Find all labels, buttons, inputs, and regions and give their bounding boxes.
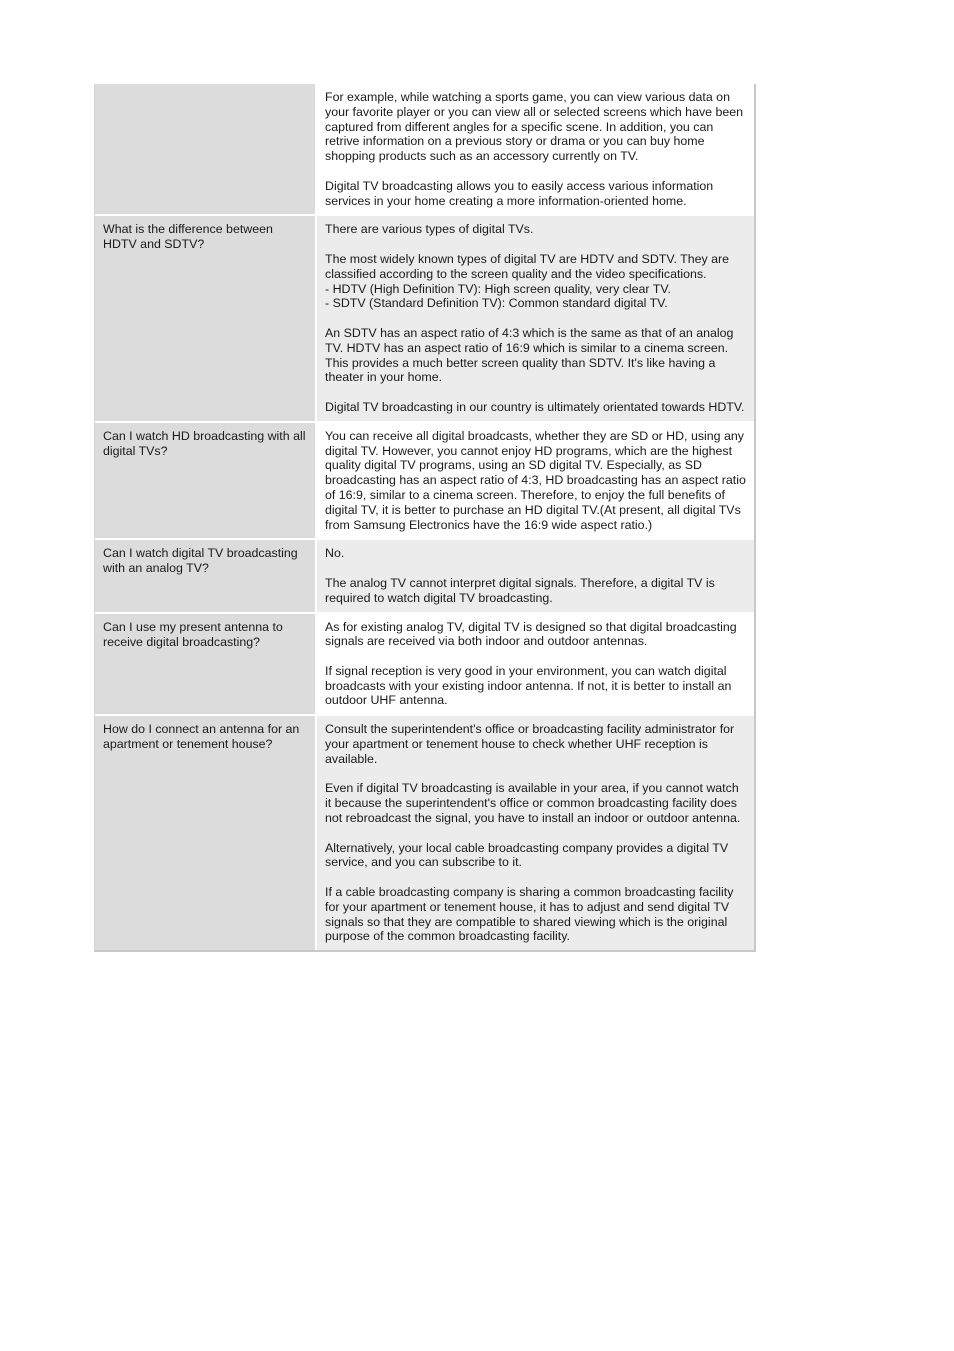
faq-row bbox=[95, 612, 754, 715]
answer-paragraph: If a cable broadcasting company is sharing a common broadcasting facility for your apartment or tenement house, it has to adjust and send digital TV signals so that they are compatible to shared viewing which is the original purpose of the common broadcasting facility. bbox=[325, 885, 734, 944]
faq-question bbox=[95, 84, 317, 214]
answer-paragraph: Alternatively, your local cable broadcasting company provides a digital TV service, and you can subscribe to it. bbox=[325, 840, 729, 870]
answer-paragraph: No. bbox=[325, 546, 345, 561]
answer-paragraph: An SDTV has an aspect ratio of 4:3 which is the same as that of an analog TV. HDTV has an aspect ratio of 16:9 which is similar to a cinema screen. This provides a much better screen quality than SDTV. It's like having a theater in your home. bbox=[325, 325, 734, 385]
answer-paragraph: Digital TV broadcasting allows you to easily access various information services in your home creating a more information-oriented home. bbox=[325, 178, 714, 208]
answer-paragraph: You can receive all digital broadcasts, whether they are SD or HD, using any digital TV. However, you cannot enjoy HD programs, which are the highest quality digital TV programs, using an SD digital TV. Especially, as SD broadcasting has an aspect ratio of 4:3, HD broadcasting has an aspect ratio of 16:9, similar to a cinema screen. Therefore, to enjoy the full benefits of digital TV, it is better to purchase an HD digital TV.(At present, all digital TVs from Samsung Electronics have the 16:9 wide aspect ratio.) bbox=[325, 428, 746, 532]
faq-question: Can I watch HD broadcasting with all digital TVs? bbox=[95, 423, 317, 539]
faq-question: Can I use my present antenna to receive digital broadcasting? bbox=[95, 614, 317, 715]
faq-row bbox=[95, 538, 754, 611]
answer-paragraph: The most widely known types of digital TV are HDTV and SDTV. They are classified according to the screen quality and the video specifications. - HDTV (High Definition TV): High screen quality, very clear TV. - SDTV (Standard Definition TV): Common standard digital TV. bbox=[325, 251, 730, 311]
faq-row bbox=[95, 214, 754, 420]
faq-question: How do I connect an antenna for an apartment or tenement house? bbox=[95, 716, 317, 950]
answer-paragraph: If signal reception is very good in your environment, you can watch digital broadcasts with your existing indoor antenna. If not, it is better to install an outdoor UHF antenna. bbox=[325, 663, 732, 708]
answer-paragraph: Digital TV broadcasting in our country is ultimately orientated towards HDTV. bbox=[325, 399, 745, 414]
answer-paragraph: For example, while watching a sports game, you can view various data on your favorite player or you can view all or selected screens which have been captured from different angles for a specific scene. In addition, you can retrive information on a previous story or drama or you can buy home shopping products such as an accessory currently on TV. bbox=[325, 90, 744, 164]
faq-answer bbox=[317, 84, 754, 214]
answer-paragraph: There are various types of digital TVs. bbox=[325, 222, 534, 237]
faq-answer bbox=[317, 716, 754, 950]
answer-paragraph: The analog TV cannot interpret digital signals. Therefore, a digital TV is required to watch digital TV broadcasting. bbox=[325, 575, 715, 605]
faq-answer bbox=[317, 540, 754, 611]
faq-row bbox=[95, 84, 754, 214]
faq-table bbox=[94, 84, 756, 952]
faq-row bbox=[95, 714, 754, 950]
answer-paragraph: As for existing analog TV, digital TV is designed so that digital broadcasting signals are received via both indoor and outdoor antennas. bbox=[325, 619, 737, 649]
faq-row bbox=[95, 421, 754, 539]
faq-question: Can I watch digital TV broadcasting with an analog TV? bbox=[95, 540, 317, 611]
answer-paragraph: Even if digital TV broadcasting is available in your area, if you cannot watch it because the superintendent's office or common broadcasting facility does not rebroadcast the signal, you have to install an indoor or outdoor antenna. bbox=[325, 781, 741, 826]
faq-answer bbox=[317, 216, 754, 420]
answer-paragraph: Consult the superintendent's office or broadcasting facility administrator for your apartment or tenement house to check whether UHF reception is available. bbox=[325, 722, 735, 766]
faq-answer bbox=[317, 423, 754, 539]
faq-question: What is the difference between HDTV and SDTV? bbox=[95, 216, 317, 420]
faq-answer bbox=[317, 614, 754, 715]
